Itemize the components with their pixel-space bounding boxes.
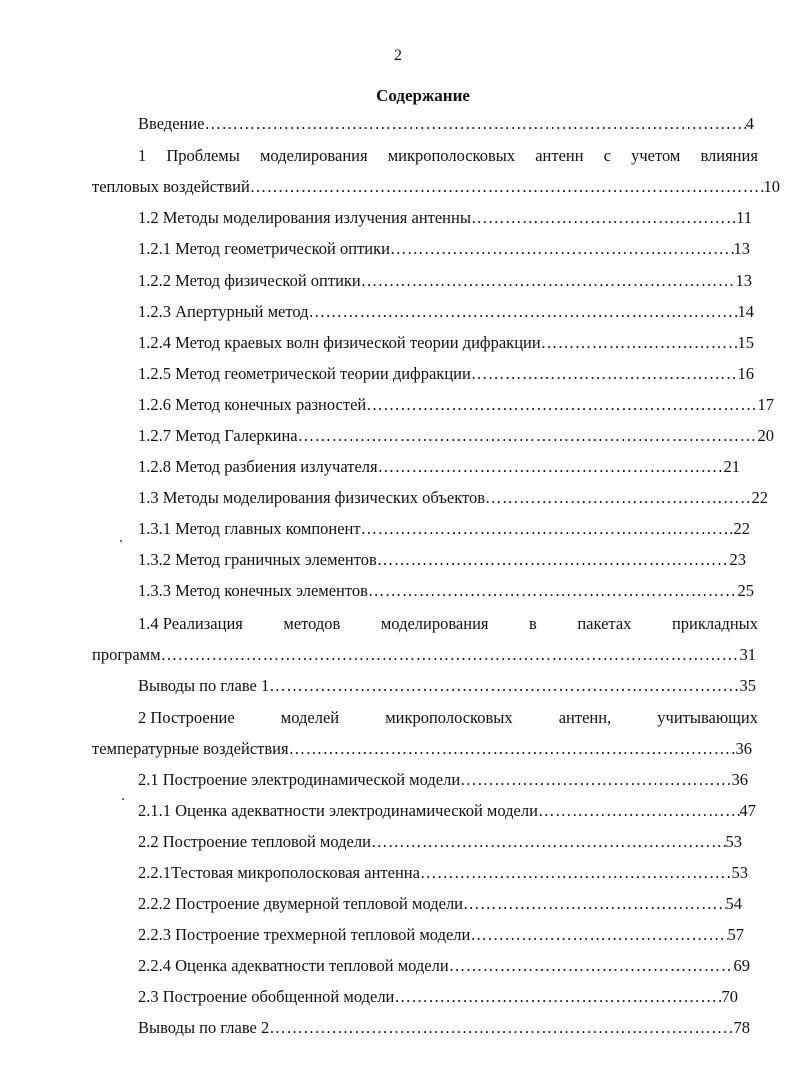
toc-entry-first-line: 1 Проблемы моделирования микрополосковых антенн с учетом влияния	[138, 146, 758, 165]
toc-entry-page: 70	[721, 987, 738, 1006]
toc-leader	[485, 486, 751, 510]
toc-leader	[378, 455, 724, 479]
toc-entry	[138, 362, 754, 386]
toc-entry	[138, 517, 750, 541]
toc-entry-page: 14	[737, 302, 754, 321]
toc-entry-page: 36	[735, 739, 752, 758]
toc-entry-page: 13	[735, 271, 752, 290]
toc-leader	[269, 1016, 733, 1040]
toc-leader	[449, 954, 734, 978]
toc-leader	[371, 830, 726, 854]
toc-entry-title: Выводы по главе 1	[138, 676, 270, 695]
toc-entry-page: 4	[745, 114, 754, 133]
toc-entry-title: Выводы по главе 2	[138, 1018, 270, 1037]
toc-leader	[538, 799, 740, 823]
toc-entry	[138, 331, 754, 355]
toc-entry-page: 22	[733, 519, 750, 538]
toc-entry	[92, 643, 756, 667]
toc-leader	[250, 175, 764, 199]
toc-leader	[377, 548, 730, 572]
toc-entry-title: 1.2.3 Апертурный метод	[138, 302, 309, 321]
toc-entry-title: 1.2.4 Метод краевых волн физической теории дифракции	[138, 333, 541, 352]
toc-entry	[92, 737, 752, 761]
toc-entry-title: температурные воздействия	[92, 739, 289, 758]
toc-entry-page: 13	[733, 239, 750, 258]
toc-entry-page: 53	[725, 832, 742, 851]
toc-entry-title: 2.1.1 Оценка адекватности электродинамической модели	[138, 801, 538, 820]
toc-entry	[138, 985, 738, 1009]
toc-entry	[138, 237, 750, 261]
toc-entry	[92, 175, 780, 199]
toc-entry	[138, 455, 740, 479]
toc-entry	[138, 892, 742, 916]
toc-entry-title: 1.2.2 Метод физической оптики	[138, 271, 361, 290]
toc-entry-title: 2.2.4 Оценка адекватности тепловой модели	[138, 956, 449, 975]
toc-entry-title: 1.3.1 Метод главных компонент	[138, 519, 361, 538]
page-number: 2	[394, 47, 402, 64]
toc-entry	[138, 1016, 750, 1040]
toc-entry-page: 15	[737, 333, 754, 352]
toc-leader	[420, 861, 732, 885]
toc-leader	[361, 269, 736, 293]
toc-entry-page: 17	[757, 395, 774, 414]
toc-leader	[394, 985, 721, 1009]
toc-entry	[138, 486, 768, 510]
toc-leader	[269, 674, 739, 698]
toc-entry-title: 1.2.1 Метод геометрической оптики	[138, 239, 390, 258]
toc-leader	[298, 424, 758, 448]
toc-entry	[138, 548, 746, 572]
toc-entry-title: 2.1 Построение электродинамической модели	[138, 770, 461, 789]
toc-entry-page: 11	[736, 208, 752, 227]
toc-leader	[390, 237, 734, 261]
toc-entry-page: 78	[733, 1018, 750, 1037]
toc-entry-page: 25	[737, 581, 754, 600]
toc-leader	[471, 206, 736, 230]
toc-entry-page: 36	[731, 770, 748, 789]
toc-entry	[138, 923, 744, 947]
scan-speck	[122, 798, 124, 800]
toc-entry-page: 31	[739, 645, 756, 664]
toc-entry-title: Введение	[138, 114, 205, 133]
toc-entry	[138, 799, 756, 823]
toc-entry	[138, 424, 774, 448]
toc-entry-page: 53	[731, 863, 748, 882]
toc-leader	[463, 892, 725, 916]
toc-entry-page: 47	[739, 801, 756, 820]
toc-leader	[289, 737, 736, 761]
toc-entry-page: 21	[723, 457, 740, 476]
toc-entry-first-line: 1.4 Реализация методов моделирования в пакетах прикладных	[138, 614, 758, 633]
toc-leader	[460, 768, 731, 792]
toc-entry	[138, 112, 754, 136]
toc-entry-page: 69	[733, 956, 750, 975]
page-title: Содержание	[376, 86, 470, 105]
toc-entry-title: 1.2.5 Метод геометрической теории дифракции	[138, 364, 471, 383]
toc-leader	[205, 112, 746, 136]
toc-entry-title: 2.2.3 Построение трехмерной тепловой модели	[138, 925, 471, 944]
toc-entry-title: 1.2.8 Метод разбиения излучателя	[138, 457, 378, 476]
toc-leader	[368, 579, 738, 603]
toc-entry	[138, 861, 748, 885]
toc-entry	[138, 206, 752, 230]
toc-leader	[471, 362, 738, 386]
toc-entry	[138, 393, 774, 417]
toc-leader	[366, 393, 757, 417]
toc-entry	[138, 579, 754, 603]
toc-leader	[309, 300, 738, 324]
toc-entry	[138, 768, 748, 792]
toc-leader	[541, 331, 738, 355]
toc-entry	[138, 954, 750, 978]
toc-entry-page: 20	[757, 426, 774, 445]
toc-entry	[138, 300, 754, 324]
toc-entry-page: 22	[751, 488, 768, 507]
toc-entry-title: 2.2.2 Построение двумерной тепловой модели	[138, 894, 464, 913]
scan-speck	[120, 540, 122, 542]
toc-entry-title: 1.2.7 Метод Галеркина	[138, 426, 298, 445]
toc-entry-title: 1.3.2 Метод граничных элементов	[138, 550, 377, 569]
toc-entry-title: 2.2 Построение тепловой модели	[138, 832, 371, 851]
toc-leader	[470, 923, 727, 947]
toc-entry-title: тепловых воздействий	[92, 177, 250, 196]
toc-entry-page: 23	[729, 550, 746, 569]
toc-entry-title: 1.2.6 Метод конечных разностей	[138, 395, 367, 414]
toc-leader	[161, 643, 740, 667]
toc-entry-title: 1.3 Методы моделирования физических объектов	[138, 488, 486, 507]
toc-entry-title: 1.3.3 Метод конечных элементов	[138, 581, 368, 600]
toc-entry	[138, 830, 742, 854]
toc-entry-first-line: 2 Построение моделей микрополосковых антенн, учитывающих	[138, 708, 758, 727]
toc-entry-title: 2.3 Построение обобщенной модели	[138, 987, 395, 1006]
toc-entry-page: 54	[725, 894, 742, 913]
toc-entry-page: 35	[739, 676, 756, 695]
toc-entry-page: 57	[727, 925, 744, 944]
toc-entry-title: программ	[92, 645, 161, 664]
toc-leader	[361, 517, 734, 541]
toc-entry-title: 2.2.1Тестовая микрополосковая антенна	[138, 863, 420, 882]
toc-entry	[138, 269, 752, 293]
toc-entry-page: 10	[763, 177, 780, 196]
toc-entry-page: 16	[737, 364, 754, 383]
toc-entry	[138, 674, 756, 698]
toc-entry-title: 1.2 Методы моделирования излучения антенны	[138, 208, 471, 227]
